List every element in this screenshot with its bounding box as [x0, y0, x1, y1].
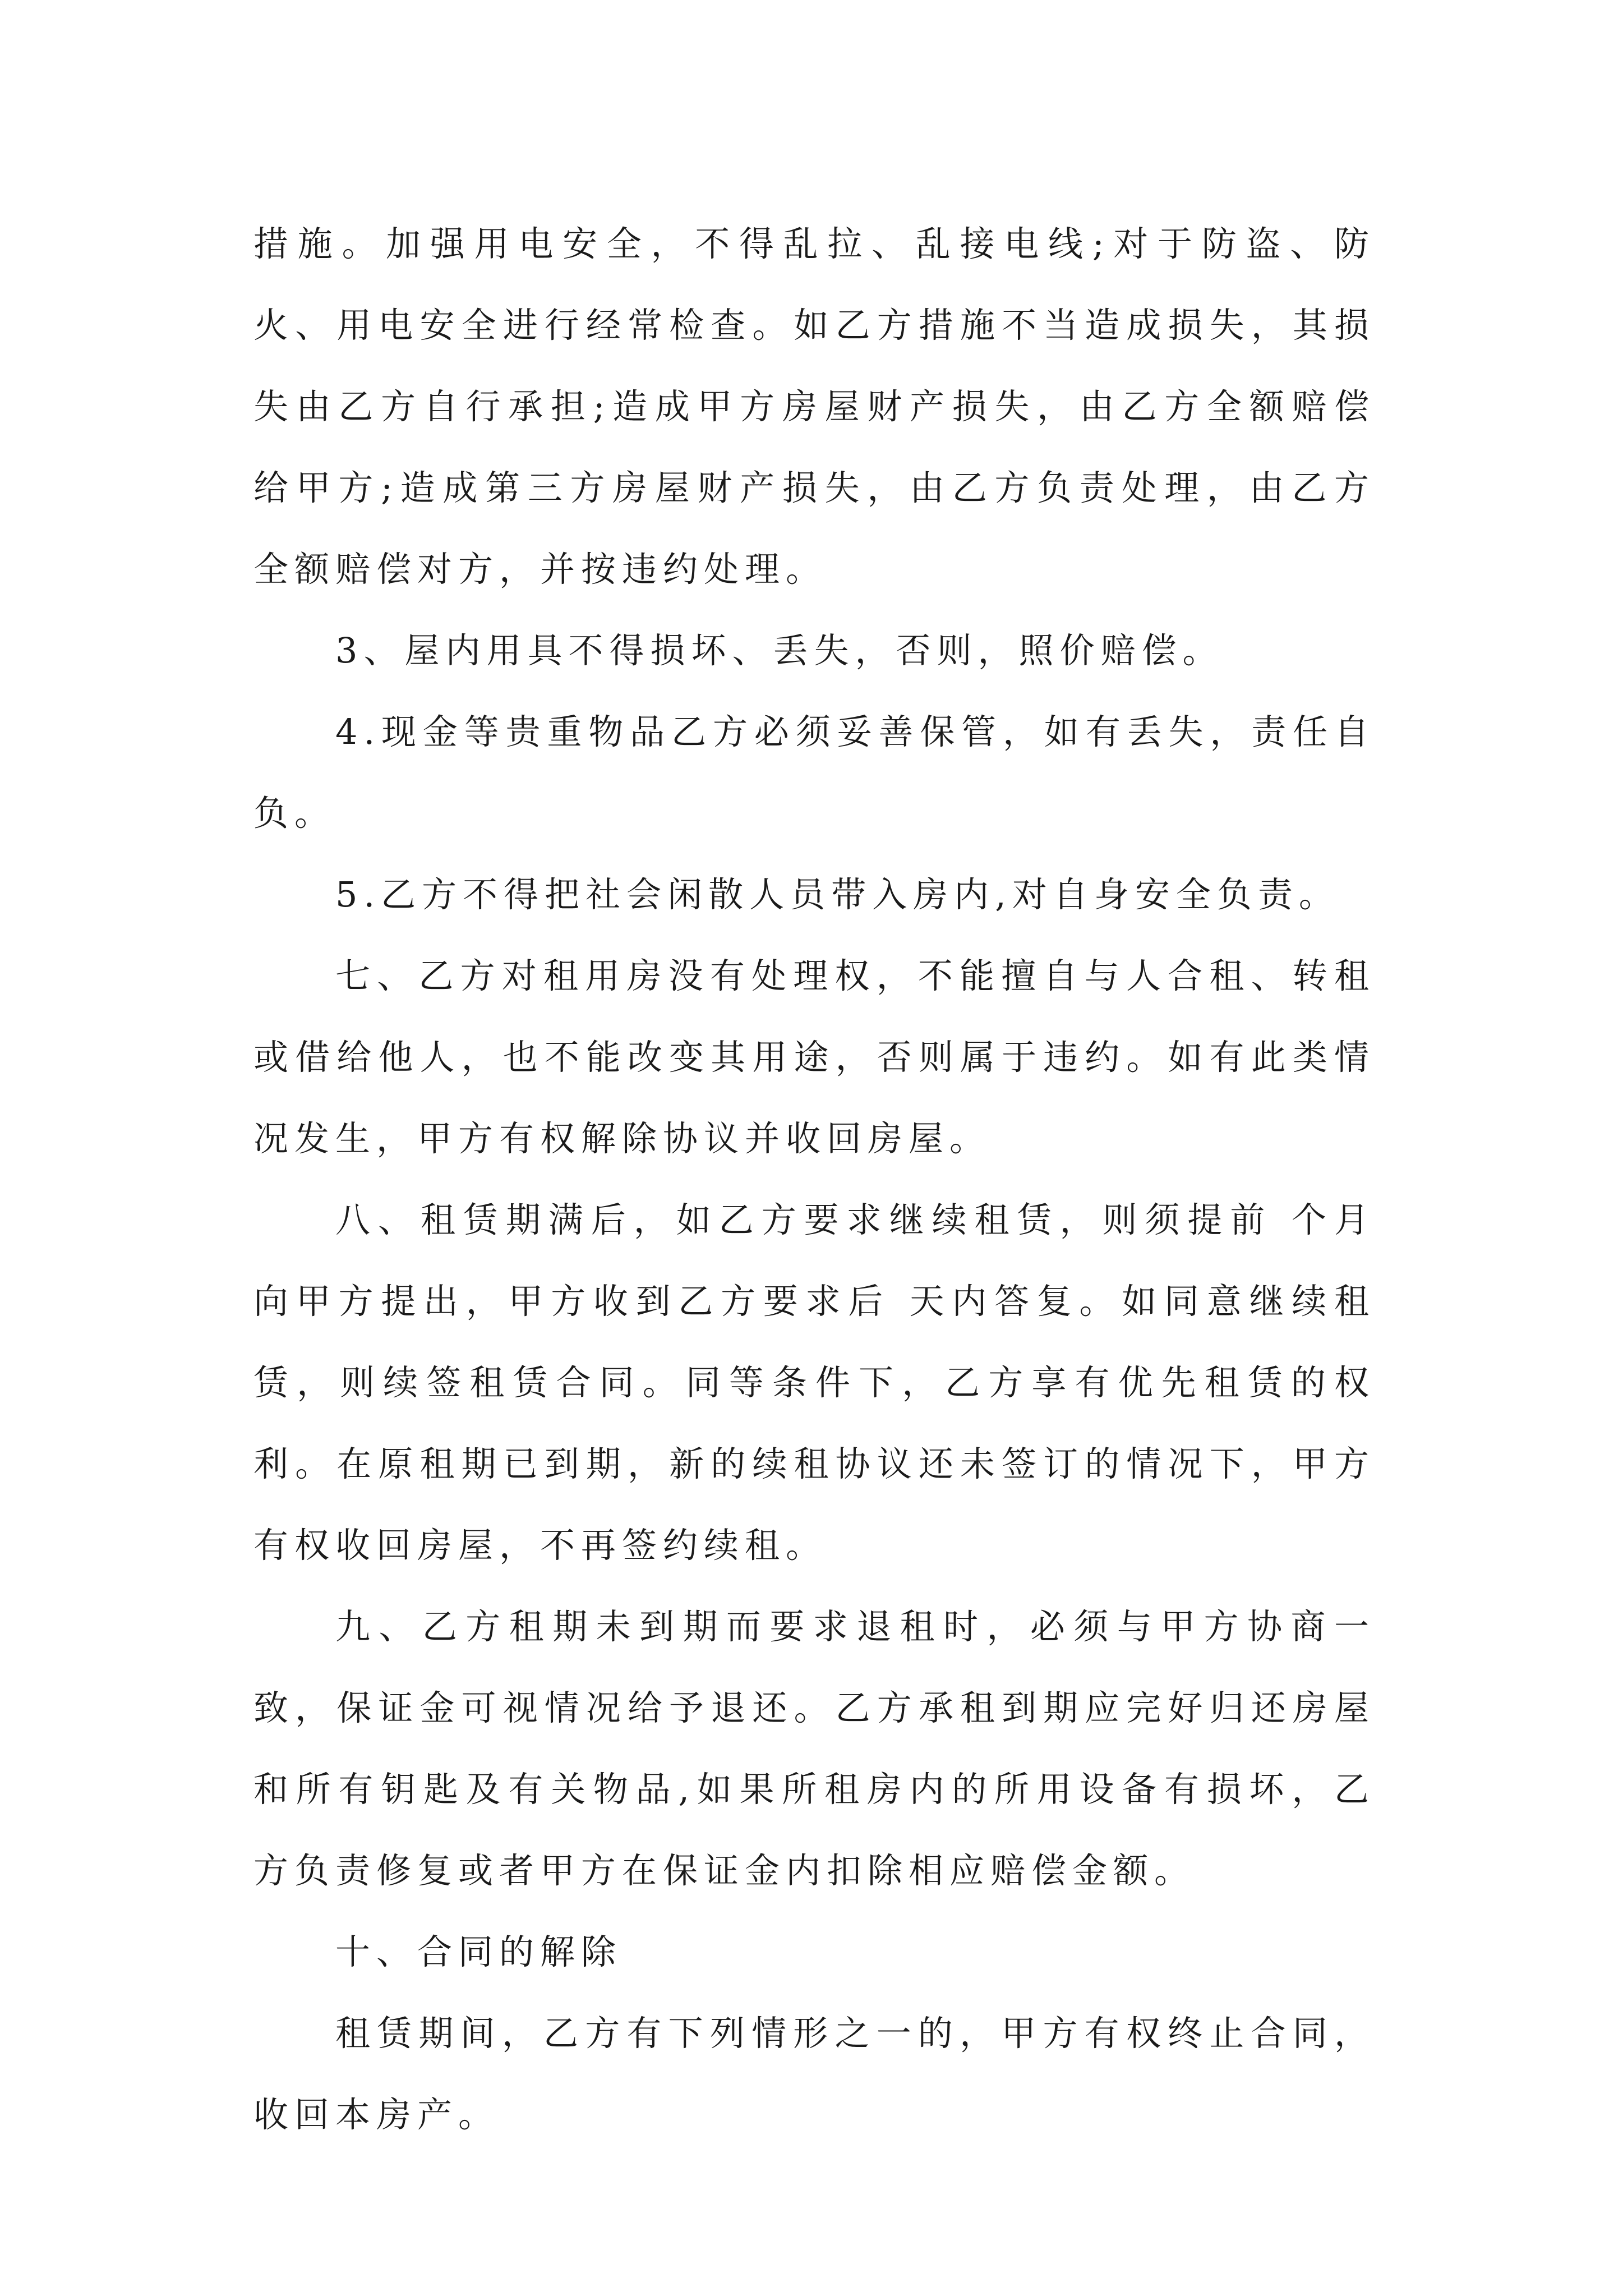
- paragraph-termination: 租赁期间，乙方有下列情形之一的，甲方有权终止合同，收回本房产。: [253, 2013, 1375, 2135]
- paragraph-clause-4: 4.现金等贵重物品乙方必须妥善保管，如有丢失，责任自负。: [253, 711, 1375, 834]
- heading-article-10: 十、合同的解除: [335, 1931, 623, 1972]
- paragraph-clause-3: 3、屋内用具不得损坏、丢失，否则，照价赔偿。: [335, 630, 1224, 671]
- paragraph-article-9: 九、乙方租期未到期而要求退租时，必须与甲方协商一致，保证金可视情况给予退还。乙方承租到期应完好归还房屋和所有钥匙及有关物品,如果所租房内的所用设备有损坏，乙方负责修复或者甲方在保证金内扣除相应赔偿金额。: [253, 1606, 1375, 1891]
- paragraph-clause-5: 5.乙方不得把社会闲散人员带入房内,对自身安全负责。: [335, 874, 1340, 915]
- paragraph-article-7: 七、乙方对租用房没有处理权，不能擅自与人合租、转租或借给他人，也不能改变其用途，否则属于违约。如有此类情况发生，甲方有权解除协议并收回房屋。: [253, 955, 1375, 1159]
- paragraph-safety-measures: 措施。加强用电安全，不得乱拉、乱接电线;对于防盗、防火、用电安全进行经常检查。如乙方措施不当造成损失，其损失由乙方自行承担;造成甲方房屋财产损失，由乙方全额赔偿给甲方;造成第三方房屋财产损失，由乙方负责处理，由乙方全额赔偿对方，并按违约处理。: [253, 223, 1375, 590]
- document-body: [253, 203, 1375, 2155]
- paragraph-article-8: 八、租赁期满后，如乙方要求继续租赁，则须提前 个月向甲方提出，甲方收到乙方要求后 天内答复。如同意继续租赁，则续签租赁合同。同等条件下，乙方享有优先租赁的权利。在原租期已到期，新的续租协议还未签订的情况下，甲方有权收回房屋，不再签约续租。: [253, 1199, 1375, 1566]
